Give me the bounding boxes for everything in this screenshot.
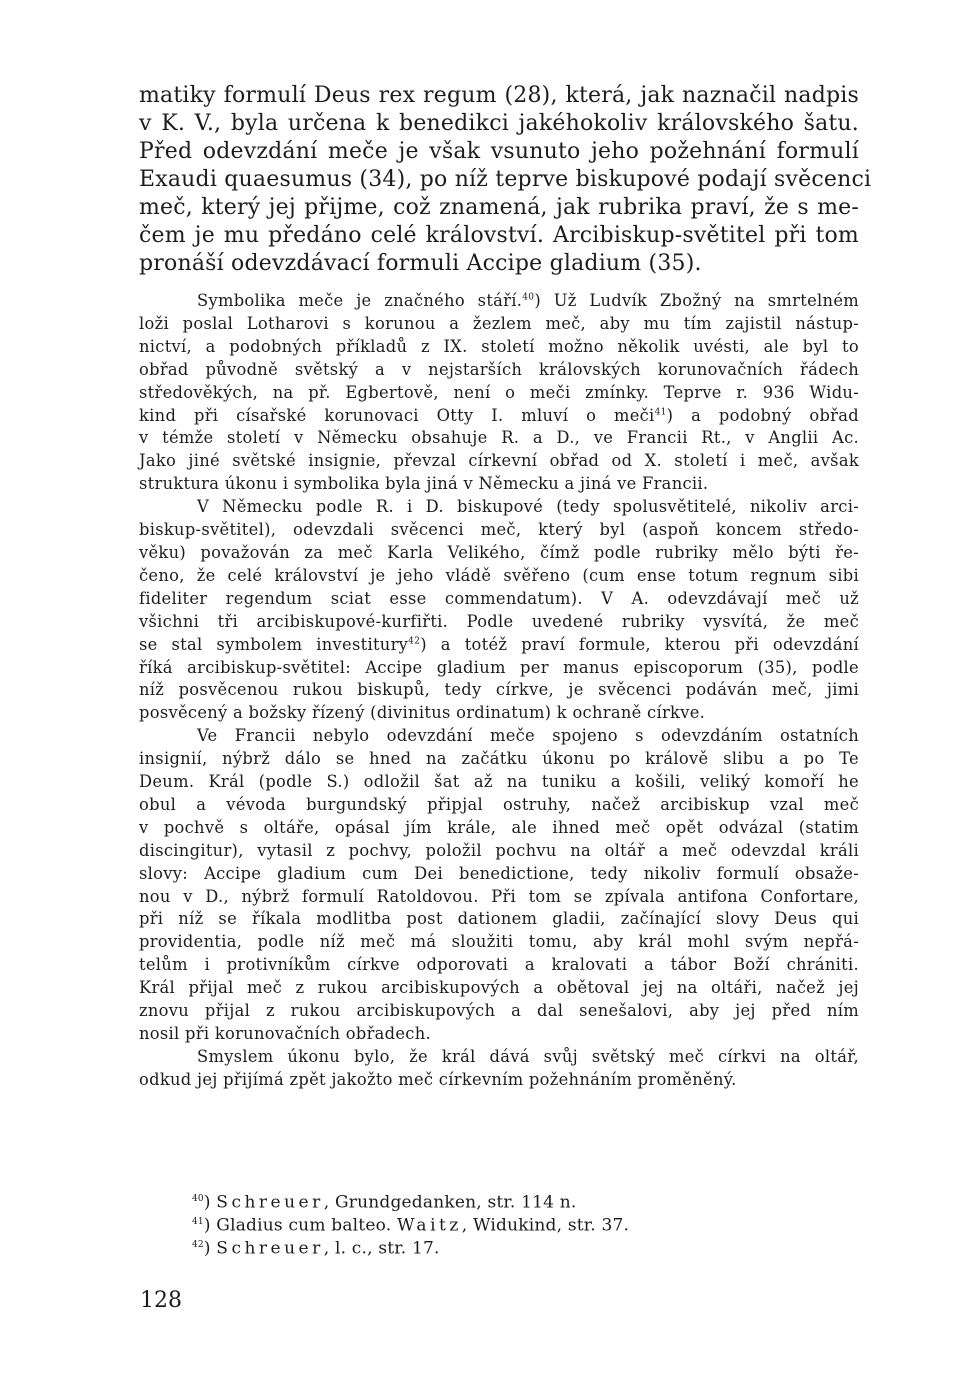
- text-line: Jako jiné světské insignie, převzal církevní obřad od X. století i meč, avšak: [139, 451, 859, 471]
- text-line: fideliter regendum sciat esse commendatum). V A. odevzdávají meč už: [139, 588, 859, 608]
- text-line: čeno, že celé království je jeho vládě svěřeno (cum ense totum regnum sibi: [139, 565, 859, 585]
- footnote-number: 40: [192, 1194, 204, 1204]
- footnote-author: Schreuer: [216, 1238, 324, 1259]
- text-line: v K. V., byla určena k benedikci jakéhokoliv královského šatu.: [139, 111, 859, 136]
- paragraph-symbolika: [139, 290, 859, 496]
- text-line: matiky formulí Deus rex regum (28), která, jak naznačil nadpis: [139, 83, 859, 108]
- text-line: pronáší odevzdávací formuli Accipe gladium (35).: [139, 251, 702, 276]
- text-line: čem je mu předáno celé království. Arcibiskup-světitel při tom: [139, 223, 859, 248]
- paragraph-francie: [139, 725, 859, 1046]
- text-line: níž posvěcenou rukou biskupů, tedy církve, je svěcenci podáván meč, jimi: [139, 680, 859, 700]
- text-line: nictví, a podobných příkladů z IX. století možno několik uvésti, ale byl to: [139, 336, 859, 356]
- text-line: slovy: Accipe gladium cum Dei benedictione, tedy nikoliv formulí obsaže-: [139, 863, 859, 883]
- footnote-number: 41: [192, 1217, 204, 1228]
- text-line: při níž se říkala modlitba post dationem gladii, začínající slovy Deus qui: [139, 909, 859, 929]
- paragraph-nemecko: [139, 496, 859, 725]
- text-line: struktura úkonu i symbolika byla jiná v Německu a jiná ve Francii.: [139, 474, 709, 494]
- text-line: se stal symbolem investitury$^{42}$) a totéž praví formule, kterou při odevzdání: [139, 634, 859, 654]
- text-line: V Německu podle R. i D. biskupové (tedy spolusvětitelé, nikoliv arci-: [197, 497, 859, 517]
- text-line: biskup-světitel), odevzdali svěcenci meč, který byl (aspoň koncem středo-: [139, 520, 859, 540]
- text-line: Ve Francii nebylo odevzdání meče spojeno s odevzdáním ostatních: [197, 726, 859, 746]
- text-line: odkud jej přijímá zpět jakožto meč církevním požehnáním proměněný.: [139, 1069, 737, 1089]
- paragraph-smysl: [139, 1046, 859, 1092]
- footnote-ref: 40: [522, 292, 535, 303]
- text-line: Deum. Král (podle S.) odložil šat až na tuniku a košili, veliký komoří he: [139, 772, 859, 792]
- text-line: Před odevzdání meče je však vsunuto jeho požehnání formulí: [139, 139, 859, 164]
- text-line: věku) považován za meč Karla Velikého, čímž podle rubriky mělo býti ře-: [139, 542, 859, 562]
- page-number: 128: [140, 1288, 182, 1313]
- footnote-author: Schreuer: [216, 1192, 324, 1213]
- text-line: říká arcibiskup-světitel: Accipe gladium per manus episcoporum (35), podle: [139, 657, 859, 677]
- paragraph-continuation: [139, 82, 872, 278]
- text-line: meč, který jej přijme, což znamená, jak rubrika praví, že s me-: [139, 195, 859, 220]
- footnote-42: $^{42}$) Schreuer, l. c., str. 17.: [192, 1238, 440, 1259]
- text-line: v pochvě s oltáře, opásal jím krále, ale ihned meč opět odvázal (statim: [139, 817, 859, 837]
- text-line: znovu přijal z rukou arcibiskupových a dal senešalovi, aby jej před ním: [139, 1001, 859, 1021]
- text-line: Král přijal meč z rukou arcibiskupových a obětoval jej na oltáři, načež jej: [139, 978, 859, 998]
- text-line: středověkých, na př. Egbertově, není o meči zmínky. Teprve r. 936 Widu-: [139, 382, 859, 402]
- text-line: loži poslal Lotharovi s korunou a žezlem meč, aby mu tím zajistil nástup-: [139, 313, 859, 333]
- footnotes: [192, 1190, 629, 1259]
- text-line: obul a vévoda burgundský připjal ostruhy, načež arcibiskup vzal meč: [139, 794, 859, 814]
- footnote-ref: 41: [654, 407, 667, 418]
- text-line: providentia, podle níž meč má sloužiti tomu, aby král mohl svým nepřá-: [139, 932, 859, 952]
- text-line: všichni tři arcibiskupové-kurfiřti. Podle uvedené rubriky vysvítá, že meč: [139, 611, 859, 631]
- text-line: Exaudi quaesumus (34), po níž teprve biskupové podají svěcenci: [139, 167, 872, 192]
- text-line: discingitur), vytasil z pochvy, položil pochvu na oltář a meč odevzdal králi: [139, 840, 859, 860]
- small-print-body: [139, 290, 859, 1092]
- text-line: Smyslem úkonu bylo, že král dává svůj světský meč církvi na oltář,: [197, 1046, 859, 1066]
- text-line: posvěcený a božsky řízený (divinitus ordinatum) k ochraně církve.: [139, 703, 706, 723]
- text-line: telům i protivníkům církve odporovati a kralovati a tábor Boží chrániti.: [139, 955, 859, 975]
- footnote-40: $^{40}$) Schreuer, Grundgedanken, str. 114 n.: [192, 1192, 577, 1213]
- text-line: insignií, nýbrž dálo se hned na začátku úkonu po králově slibu a po Te: [139, 749, 859, 769]
- footnote-number: 42: [192, 1240, 204, 1251]
- text-line: Symbolika meče je značného stáří.$^{40}$) Už Ludvík Zbožný na smrtelném: [197, 291, 859, 310]
- footnote-ref: 42: [408, 636, 421, 647]
- footnote-author: Waitz: [396, 1215, 462, 1236]
- text-line: nou v D., nýbrž formulí Ratoldovou. Při tom se zpívala antifona Confortare,: [139, 886, 859, 906]
- text-line: v témže století v Německu obsahuje R. a D., ve Francii Rt., v Anglii Ac.: [139, 428, 859, 448]
- footnote-41: $^{41}$) Gladius cum balteo. Waitz, Widukind, str. 37.: [192, 1215, 630, 1236]
- upper-paragraph: [139, 82, 872, 278]
- text-line: obřad původně světský a v nejstarších královských korunovačních řádech: [139, 359, 859, 379]
- text-line: nosil při korunovačních obřadech.: [139, 1024, 431, 1043]
- text-line: kind při císařské korunovaci Otty I. mluví o meči$^{41}$) a podobný obřad: [139, 405, 859, 425]
